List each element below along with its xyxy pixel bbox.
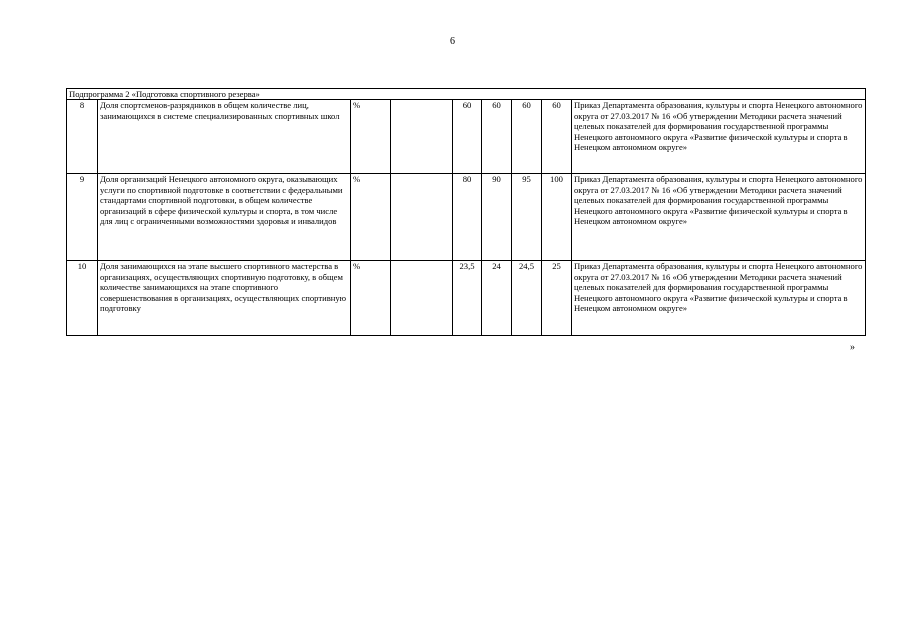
base-value-cell — [391, 261, 453, 336]
table-row — [67, 100, 866, 174]
base-value-cell — [391, 100, 453, 174]
base-value-cell — [391, 174, 453, 261]
closing-quote: » — [850, 342, 855, 353]
source-cell: Приказ Департамента образования, культуры и спорта Ненецкого автономного округа от 27.03.2017 № 16 «Об утверждении Методики расчета значений целевых показателей для формирования государственной программы Ненецкого автономного округа «Развитие физической культуры и спорта в Ненецком автономном округе» — [572, 261, 866, 336]
value-cell: 60 — [453, 100, 482, 174]
value-cell: 80 — [453, 174, 482, 261]
unit-cell: % — [351, 261, 391, 336]
value-cell: 24,5 — [512, 261, 542, 336]
indicator-name: Доля спортсменов-разрядников в общем количестве лиц, занимающихся в системе специализированных спортивных школ — [98, 100, 351, 174]
value-cell: 100 — [542, 174, 572, 261]
source-cell: Приказ Департамента образования, культуры и спорта Ненецкого автономного округа от 27.03.2017 № 16 «Об утверждении Методики расчета значений целевых показателей для формирования государственной программы Ненецкого автономного округа «Развитие физической культуры и спорта в Ненецком автономном округе» — [572, 100, 866, 174]
unit-cell: % — [351, 174, 391, 261]
value-cell: 60 — [542, 100, 572, 174]
section-title: Подпрограмма 2 «Подготовка спортивного резерва» — [67, 89, 866, 100]
source-cell: Приказ Департамента образования, культуры и спорта Ненецкого автономного округа от 27.03.2017 № 16 «Об утверждении Методики расчета значений целевых показателей для формирования государственной программы Ненецкого автономного округа «Развитие физической культуры и спорта в Ненецком автономном округе» — [572, 174, 866, 261]
row-number: 10 — [67, 261, 98, 336]
value-cell: 24 — [482, 261, 512, 336]
indicator-name: Доля занимающихся на этапе высшего спортивного мастерства в организациях, осуществляющих спортивную подготовку, в общем количестве занимающихся на этапе спортивного совершенствования в организациях, осуществляющих спортивную подготовку — [98, 261, 351, 336]
value-cell: 60 — [512, 100, 542, 174]
value-cell: 60 — [482, 100, 512, 174]
indicators-table — [66, 88, 866, 336]
value-cell: 90 — [482, 174, 512, 261]
row-number: 9 — [67, 174, 98, 261]
table-row — [67, 261, 866, 336]
value-cell: 95 — [512, 174, 542, 261]
indicator-name: Доля организаций Ненецкого автономного округа, оказывающих услуги по спортивной подготовке в соответствии с федеральными стандартами спортивной подготовки, в общем количестве организаций в сфере физической культуры и спорта, в том числе для лиц с ограниченными возможностями здоровья и инвалидов — [98, 174, 351, 261]
row-number: 8 — [67, 100, 98, 174]
page-number: 6 — [450, 36, 455, 47]
value-cell: 23,5 — [453, 261, 482, 336]
value-cell: 25 — [542, 261, 572, 336]
unit-cell: % — [351, 100, 391, 174]
section-header-row — [67, 89, 866, 100]
table-row — [67, 174, 866, 261]
